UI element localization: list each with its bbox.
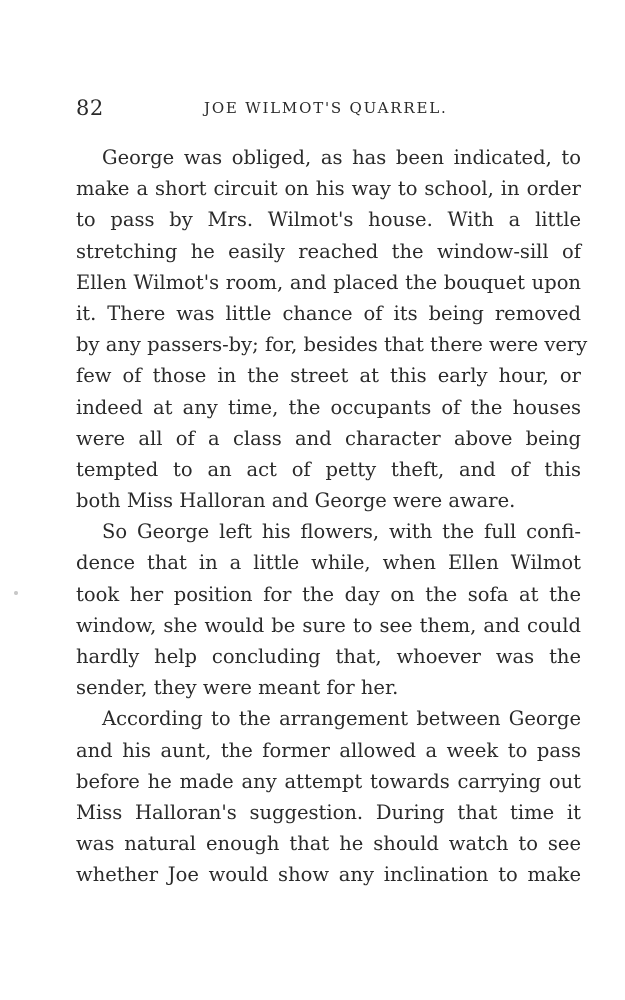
text-line: According to the arrangement between George [102, 707, 581, 731]
text-line: by any passers-by; for, besides that there were very [76, 333, 588, 357]
text-line: and his aunt, the former allowed a week to pass [76, 738, 581, 762]
running-head [76, 96, 581, 120]
text-line: indeed at any time, the occupants of the houses [76, 395, 581, 419]
text-line: whether Joe would show any inclination to make [76, 863, 581, 887]
text-line: window, she would be sure to see them, and could [76, 613, 581, 637]
text-line: dence that in a little while, when Ellen Wilmot [76, 551, 581, 575]
text-line: were all of a class and character above being [76, 426, 581, 450]
text-line: both Miss Halloran and George were aware. [76, 489, 516, 513]
text-line: took her position for the day on the sofa at the [76, 582, 581, 606]
text-line: sender, they were meant for her. [76, 676, 399, 700]
text-line: few of those in the street at this early hour, or [76, 364, 581, 388]
text-line: tempted to an act of petty theft, and of this [76, 457, 581, 481]
paper-speck [14, 591, 18, 595]
text-line: Ellen Wilmot's room, and placed the bouquet upon [76, 270, 581, 294]
running-title: JOE WILMOT'S QUARREL. [204, 99, 448, 117]
text-line: it. There was little chance of its being removed [76, 301, 581, 325]
text-line: to pass by Mrs. Wilmot's house. With a little [76, 208, 581, 232]
text-line: Miss Halloran's suggestion. During that time it [76, 800, 581, 824]
text-line: before he made any attempt towards carrying out [76, 769, 581, 793]
body-text [76, 142, 588, 891]
text-line: George was obliged, as has been indicated, to [102, 146, 581, 169]
page-number: 82 [76, 96, 104, 120]
text-line: make a short circuit on his way to school, in order [76, 177, 581, 201]
text-line: stretching he easily reached the window-sill of [76, 239, 581, 263]
text-line: hardly help concluding that, whoever was the [76, 645, 581, 668]
text-line: was natural enough that he should watch to see [76, 832, 581, 856]
text-line: So George left his flowers, with the full confi- [102, 520, 581, 544]
